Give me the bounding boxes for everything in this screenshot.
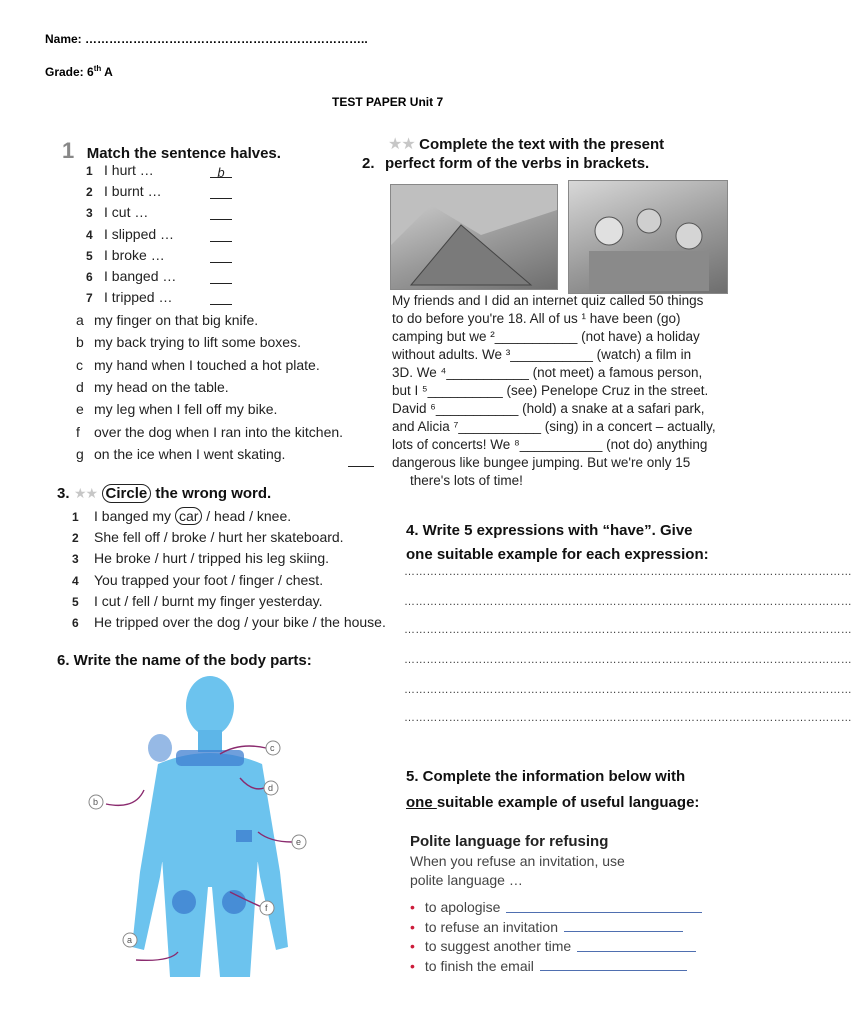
list-item bbox=[86, 268, 232, 284]
option-text: my head on the table. bbox=[94, 378, 229, 395]
item-number: 7 bbox=[86, 291, 93, 306]
option-letter: g bbox=[76, 445, 84, 462]
list-item bbox=[76, 312, 258, 328]
item-text: I banged … bbox=[104, 268, 177, 284]
item-text: I slipped … bbox=[104, 225, 175, 242]
item-number: 2 bbox=[72, 531, 79, 546]
page-title: TEST PAPER Unit 7 bbox=[332, 95, 444, 109]
item-text: I hurt … bbox=[104, 162, 154, 178]
paragraph-line: and Alicia ⁷___________ (sing) in a concert – actually, bbox=[392, 419, 716, 434]
exercise-5-title-line2: one suitable example of useful language: bbox=[406, 794, 700, 811]
list-item bbox=[86, 226, 232, 242]
bullet-icon: • bbox=[410, 899, 415, 915]
answer-line[interactable]: ………………………………………………………………………………………………………… bbox=[404, 712, 852, 724]
option-letter: f bbox=[76, 423, 80, 440]
list-item bbox=[72, 614, 386, 630]
item-prefix: I banged my bbox=[94, 508, 175, 524]
answer-blank[interactable] bbox=[210, 229, 232, 242]
list-item bbox=[86, 162, 232, 178]
item-number: 4 bbox=[86, 227, 93, 242]
option-text: on the ice when I went skating. bbox=[94, 445, 286, 462]
option-text: over the dog when I ran into the kitchen. bbox=[94, 423, 344, 440]
crowd-illustration bbox=[569, 181, 727, 293]
item-number: 3 bbox=[86, 206, 93, 221]
exercise-3-title: the wrong word. bbox=[151, 485, 272, 502]
item-number: 5 bbox=[86, 248, 93, 263]
list-item bbox=[76, 446, 285, 462]
label-a: a bbox=[127, 935, 133, 945]
crowd-photo bbox=[568, 180, 728, 294]
bullet-item bbox=[410, 938, 696, 954]
exercise-2-title-line1: Complete the text with the present bbox=[419, 136, 665, 153]
option-letter: c bbox=[76, 356, 83, 373]
bullet-item bbox=[410, 899, 702, 915]
bullet-text: to apologise bbox=[424, 899, 501, 915]
exercise-2-title-line2: perfect form of the verbs in brackets. bbox=[384, 155, 650, 172]
paragraph-line: dangerous like bungee jumping. But we're only 15 bbox=[392, 455, 691, 470]
answer-line[interactable]: ………………………………………………………………………………………………………… bbox=[404, 654, 852, 666]
paragraph-line: to do before you're 18. All of us ¹ have been (go) bbox=[392, 311, 681, 326]
label-b: b bbox=[93, 797, 99, 807]
exercise-3-number: 3. bbox=[57, 485, 70, 502]
circle-word: Circle bbox=[102, 484, 152, 503]
item-number: 3 bbox=[72, 552, 79, 567]
paragraph-line: camping but we ²___________ (not have) a holiday bbox=[392, 329, 700, 344]
exercise-1-title: Match the sentence halves. bbox=[86, 145, 281, 162]
answer-line[interactable]: ………………………………………………………………………………………………………… bbox=[404, 596, 852, 608]
paragraph-line: there's lots of time! bbox=[410, 473, 523, 488]
item-text: I cut … bbox=[104, 204, 149, 221]
exercise-1-number: 1 bbox=[62, 138, 75, 163]
polite-language-title: Polite language for refusing bbox=[410, 833, 609, 850]
bullet-text: to finish the email bbox=[424, 957, 534, 974]
list-item bbox=[72, 508, 291, 524]
list-item bbox=[76, 379, 229, 395]
item-number: 2 bbox=[86, 185, 93, 200]
list-item bbox=[76, 357, 320, 373]
word-choices[interactable]: fell off / broke / hurt her skateboard. bbox=[122, 529, 344, 546]
option-letter: e bbox=[76, 401, 84, 418]
answer-line[interactable]: ………………………………………………………………………………………………………… bbox=[404, 684, 852, 696]
list-item bbox=[86, 183, 232, 199]
item-prefix: I bbox=[94, 592, 102, 609]
item-prefix: She bbox=[94, 529, 123, 546]
list-item bbox=[72, 572, 323, 588]
bullet-icon: • bbox=[410, 918, 415, 935]
paragraph-line: lots of concerts! We ⁸___________ (not do) anything bbox=[392, 437, 708, 452]
exercise-5-title-line1: 5. Complete the information below with bbox=[406, 768, 686, 785]
exercise-4-title-line1: 4. Write 5 expressions with “have”. Give bbox=[406, 522, 693, 539]
word-choices[interactable]: broke / hurt / tripped his leg skiing. bbox=[115, 550, 330, 567]
item-number: 6 bbox=[86, 270, 93, 284]
option-letter: d bbox=[76, 378, 84, 395]
word-choices[interactable]: the dog / your bike / the house. bbox=[193, 614, 386, 630]
star-icon: ★★ bbox=[388, 136, 415, 153]
answer-blank[interactable] bbox=[210, 292, 232, 305]
label-c: c bbox=[270, 743, 275, 753]
list-item bbox=[86, 247, 232, 263]
grade-label: Grade: 6th A bbox=[45, 64, 113, 79]
item-text: I tripped … bbox=[104, 289, 173, 306]
list-item bbox=[76, 424, 343, 440]
list-item bbox=[86, 289, 232, 305]
list-item bbox=[86, 204, 232, 220]
item-number: 1 bbox=[86, 164, 93, 178]
paragraph-line: without adults. We ³___________ (watch) a film in bbox=[392, 347, 692, 362]
answer-blank[interactable] bbox=[210, 186, 232, 199]
tent-illustration bbox=[391, 185, 557, 289]
paragraph-line: David ⁶___________ (hold) a snake at a safari park, bbox=[392, 401, 705, 416]
item-prefix: He tripped over bbox=[94, 614, 194, 630]
answer-line[interactable] bbox=[564, 923, 683, 932]
exercise-6-title: 6. Write the name of the body parts: bbox=[57, 652, 312, 669]
bullet-item bbox=[410, 919, 683, 935]
answer-blank-g[interactable] bbox=[348, 466, 374, 467]
item-text: I broke … bbox=[104, 246, 165, 263]
body-diagram bbox=[80, 672, 320, 982]
exercise-4-title-line2: one suitable example for each expression: bbox=[406, 546, 709, 563]
word-choices[interactable]: cut / fell / burnt my finger yesterday. bbox=[101, 592, 323, 609]
bullet-icon: • bbox=[410, 957, 415, 974]
polite-language-text: When you refuse an invitation, use polite language … bbox=[410, 853, 625, 888]
label-e: e bbox=[296, 837, 302, 847]
label-d: d bbox=[268, 783, 274, 793]
item-number: 5 bbox=[72, 594, 79, 609]
item-text: I burnt … bbox=[104, 183, 162, 200]
list-item bbox=[72, 593, 323, 609]
answer-line[interactable] bbox=[506, 904, 702, 913]
label-f: f bbox=[265, 903, 268, 913]
item-number: 4 bbox=[72, 573, 79, 588]
option-text: my finger on that big knife. bbox=[94, 312, 259, 328]
exercise-2-paragraph bbox=[392, 292, 732, 490]
camping-photo bbox=[390, 184, 558, 290]
paragraph-line: 3D. We ⁴___________ (not meet) a famous person, bbox=[392, 365, 703, 380]
list-item bbox=[76, 401, 277, 417]
answer-line[interactable]: ………………………………………………………………………………………………………… bbox=[404, 624, 852, 636]
answer-line[interactable]: ………………………………………………………………………………………………………… bbox=[404, 566, 852, 578]
bullet-icon: • bbox=[410, 938, 415, 954]
star-icon: ★★ bbox=[73, 485, 98, 501]
list-item bbox=[72, 550, 329, 566]
item-prefix: You trapped your bbox=[94, 571, 205, 588]
answer-blank[interactable] bbox=[210, 250, 232, 263]
bullet-item bbox=[410, 958, 687, 974]
item-number: 1 bbox=[72, 510, 79, 524]
item-number: 6 bbox=[72, 616, 79, 630]
circled-word: car bbox=[175, 507, 202, 525]
word-choices[interactable]: / head / knee. bbox=[202, 508, 292, 524]
answer-blank[interactable] bbox=[210, 207, 232, 220]
item-prefix: He bbox=[94, 550, 116, 567]
bullet-text: to refuse an invitation bbox=[424, 918, 558, 935]
option-text: my leg when I fell off my bike. bbox=[94, 401, 278, 418]
option-text: my hand when I touched a hot plate. bbox=[94, 356, 320, 373]
answer-line[interactable] bbox=[577, 943, 696, 952]
word-choices[interactable]: foot / finger / chest. bbox=[204, 571, 324, 588]
exercise-1-heading bbox=[62, 138, 281, 164]
answer-blank[interactable]: b bbox=[210, 165, 232, 178]
list-item bbox=[76, 334, 301, 350]
name-field-label: Name: …………………………………………………………….. bbox=[45, 32, 368, 46]
exercise-2-heading bbox=[388, 134, 664, 154]
paragraph-line: My friends and I did an internet quiz called 50 things bbox=[392, 293, 704, 308]
list-item bbox=[72, 529, 344, 545]
exercise-3-heading bbox=[57, 485, 271, 503]
option-text: my back trying to lift some boxes. bbox=[94, 334, 301, 351]
bullet-text: to suggest another time bbox=[424, 938, 572, 954]
option-letter: b bbox=[76, 334, 84, 351]
answer-line[interactable] bbox=[540, 962, 687, 971]
exercise-2-number: 2. bbox=[362, 155, 375, 172]
human-body-figure bbox=[132, 676, 288, 977]
option-letter: a bbox=[76, 312, 84, 328]
paragraph-line: but I ⁵__________ (see) Penelope Cruz in the street. bbox=[392, 383, 709, 398]
answer-blank[interactable] bbox=[210, 271, 232, 284]
